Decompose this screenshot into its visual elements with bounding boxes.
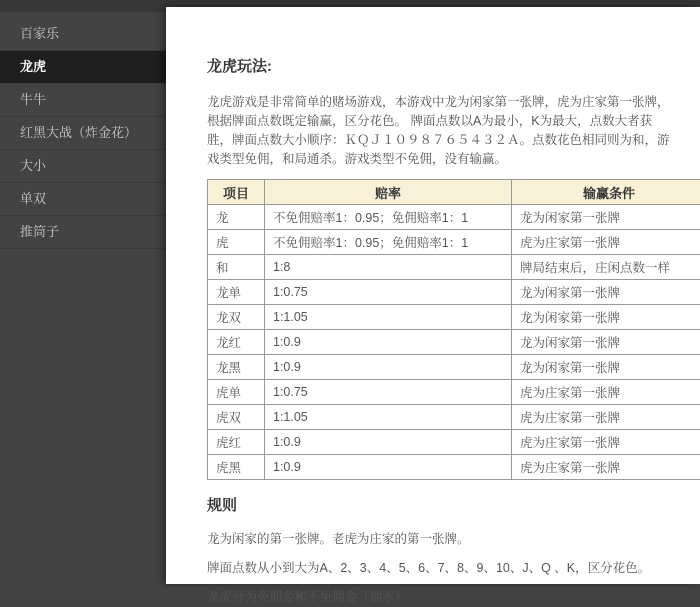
content-panel — [166, 7, 700, 584]
header-item: 项目 — [208, 180, 265, 205]
cell-item: 龙单 — [208, 280, 265, 305]
cell-item: 虎红 — [208, 430, 265, 455]
cell-condition: 虎为庄家第一张牌 — [512, 380, 700, 405]
cell-item: 龙黑 — [208, 355, 265, 380]
cell-odds: 1:1.05 — [265, 305, 512, 330]
sidebar-item[interactable] — [0, 183, 166, 216]
cell-condition: 虎为庄家第一张牌 — [512, 230, 700, 255]
sidebar-item[interactable] — [0, 216, 166, 249]
cell-condition: 龙为闲家第一张牌 — [512, 305, 700, 330]
table-row — [208, 255, 700, 280]
sidebar-menu — [0, 12, 166, 249]
cell-odds: 1:0.75 — [265, 380, 512, 405]
cell-condition: 龙为闲家第一张牌 — [512, 280, 700, 305]
cell-condition: 龙为闲家第一张牌 — [512, 330, 700, 355]
cell-item: 龙双 — [208, 305, 265, 330]
cell-condition: 牌局结束后，庄闲点数一样 — [512, 255, 700, 280]
cell-odds: 1:0.75 — [265, 280, 512, 305]
cell-condition: 龙为闲家第一张牌 — [512, 355, 700, 380]
rule-paragraph: 牌面点数从小到大为A、2、3、4、5、6、7、8、9、10、J、Q 、K，区分花色。 — [207, 559, 672, 578]
sidebar-item[interactable] — [0, 150, 166, 183]
rule-paragraph: 龙为闲家的第一张牌。老虎为庄家的第一张牌。 — [207, 530, 672, 549]
cell-item: 虎 — [208, 230, 265, 255]
cell-item: 龙红 — [208, 330, 265, 355]
cell-item: 虎黑 — [208, 455, 265, 480]
cell-condition: 虎为庄家第一张牌 — [512, 455, 700, 480]
table-row — [208, 230, 700, 255]
table-header-row — [208, 180, 700, 205]
cell-condition: 虎为庄家第一张牌 — [512, 430, 700, 455]
rules-section — [207, 530, 672, 607]
cell-odds: 1:0.9 — [265, 355, 512, 380]
sidebar-item-label: 红黑大战（炸金花） — [20, 125, 137, 140]
sidebar-item[interactable] — [0, 18, 166, 51]
table-row — [208, 430, 700, 455]
rules-title: 规则 — [207, 494, 672, 515]
rule-paragraph: 龙虎分为免佣金和不免佣金（抽水） — [207, 588, 672, 607]
table-row — [208, 280, 700, 305]
sidebar-item-label: 单双 — [20, 191, 46, 206]
intro-paragraph: 龙虎游戏是非常简单的赌场游戏，本游戏中龙为闲家第一张牌，虎为庄家第一张牌，根据牌面点数既定输赢，区分花色。 牌面点数以A为最小，K为最大，点数大者获胜，牌面点数大小顺序：ＫＱＪ１０９８７６５４３２Ａ。点数花色相同则为和，游戏类型免佣，和局通杀。游戏类型不免佣，没有输赢。 — [207, 93, 670, 169]
cell-item: 虎单 — [208, 380, 265, 405]
table-row — [208, 305, 700, 330]
cell-odds: 1:1.05 — [265, 405, 512, 430]
cell-odds: 不免佣赔率1：0.95；免佣赔率1：1 — [265, 205, 512, 230]
cell-odds: 不免佣赔率1：0.95；免佣赔率1：1 — [265, 230, 512, 255]
cell-odds: 1:0.9 — [265, 330, 512, 355]
table-row — [208, 405, 700, 430]
table-row — [208, 380, 700, 405]
sidebar-item-label: 大小 — [20, 158, 46, 173]
cell-odds: 1:8 — [265, 255, 512, 280]
cell-odds: 1:0.9 — [265, 430, 512, 455]
cell-condition: 虎为庄家第一张牌 — [512, 405, 700, 430]
cell-item: 和 — [208, 255, 265, 280]
sidebar-item-label: 龙虎 — [20, 59, 46, 74]
sidebar-item-label: 百家乐 — [20, 26, 59, 41]
sidebar — [0, 12, 166, 584]
sidebar-item[interactable] — [0, 117, 166, 150]
sidebar-item[interactable] — [0, 84, 166, 117]
cell-condition: 龙为闲家第一张牌 — [512, 205, 700, 230]
sidebar-item[interactable] — [0, 51, 166, 84]
table-row — [208, 455, 700, 480]
header-condition: 输赢条件 — [512, 180, 700, 205]
cell-odds: 1:0.9 — [265, 455, 512, 480]
sidebar-item-label: 推筒子 — [20, 224, 59, 239]
odds-table-body — [208, 205, 700, 480]
header-odds: 赔率 — [265, 180, 512, 205]
cell-item: 龙 — [208, 205, 265, 230]
cell-item: 虎双 — [208, 405, 265, 430]
table-row — [208, 330, 700, 355]
sidebar-item-label: 牛牛 — [20, 92, 46, 107]
table-row — [208, 205, 700, 230]
table-row — [208, 355, 700, 380]
page-title: 龙虎玩法: — [207, 55, 672, 76]
odds-table — [207, 179, 700, 480]
